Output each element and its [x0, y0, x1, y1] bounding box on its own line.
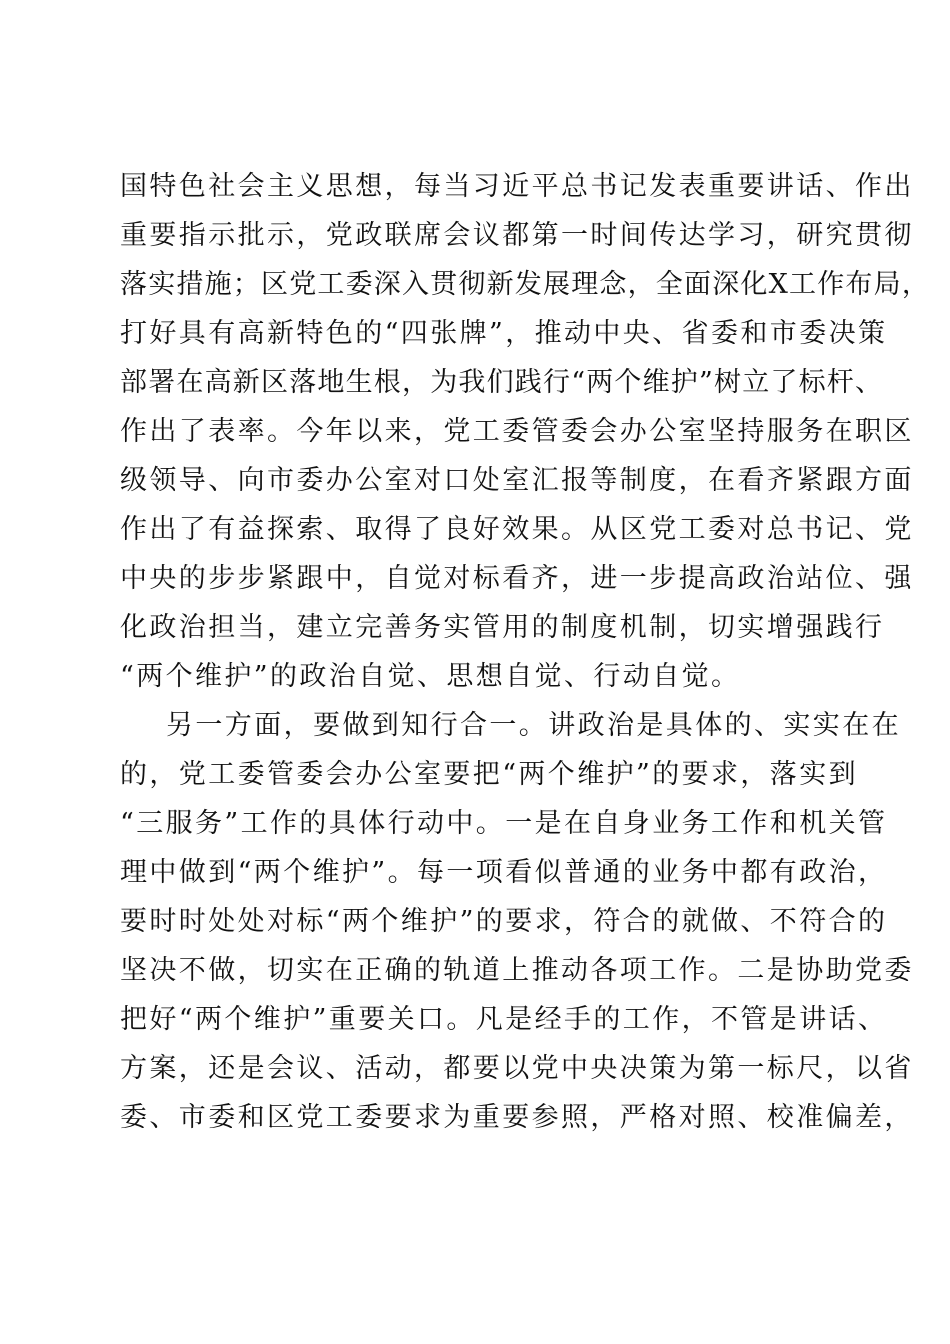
text-line: 国特色社会主义思想，每当习近平总书记发表重要讲话、作出 — [120, 171, 914, 202]
paragraph-start-line: 另一方面，要做到知行合一。讲政治是具体的、实实在在 — [166, 710, 901, 741]
document-body — [120, 162, 931, 1142]
text-line: 级领导、向市委办公室对口处室汇报等制度，在看齐紧跟方面 — [120, 465, 914, 496]
text-line: 理中做到“两个维护”。每一项看似普通的业务中都有政治， — [120, 857, 888, 888]
text-line: 把好“两个维护”重要关口。凡是经手的工作，不管是讲话、 — [120, 1004, 888, 1035]
text-line: 落实措施；区党工委深入贯彻新发展理念，全面深化X工作布局， — [120, 269, 931, 300]
text-line: “三服务”工作的具体行动中。一是在自身业务工作和机关管 — [120, 808, 888, 839]
text-line: 作出了有益探索、取得了良好效果。从区党工委对总书记、党 — [120, 514, 914, 545]
text-line: 重要指示批示，党政联席会议都第一时间传达学习，研究贯彻 — [120, 220, 914, 251]
text-line: 的，党工委管委会办公室要把“两个维护”的要求，落实到 — [120, 759, 859, 790]
text-line: 要时时处处对标“两个维护”的要求，符合的就做、不符合的 — [120, 906, 888, 937]
text-line: 化政治担当，建立完善务实管用的制度机制，切实增强践行 — [120, 612, 885, 643]
text-line: 委、市委和区党工委要求为重要参照，严格对照、校准偏差， — [120, 1102, 914, 1133]
text-line: 打好具有高新特色的“四张牌”，推动中央、省委和市委决策 — [120, 318, 888, 349]
text-line: 中央的步步紧跟中，自觉对标看齐，进一步提高政治站位、强 — [120, 563, 914, 594]
text-line: 方案，还是会议、活动，都要以党中央决策为第一标尺，以省 — [120, 1053, 914, 1084]
text-line: 部署在高新区落地生根，为我们践行“两个维护”树立了标杆、 — [120, 367, 884, 398]
text-line: 作出了表率。今年以来，党工委管委会办公室坚持服务在职区 — [120, 416, 914, 447]
text-line: “两个维护”的政治自觉、思想自觉、行动自觉。 — [120, 661, 741, 692]
text-line: 坚决不做，切实在正确的轨道上推动各项工作。二是协助党委 — [120, 955, 914, 986]
